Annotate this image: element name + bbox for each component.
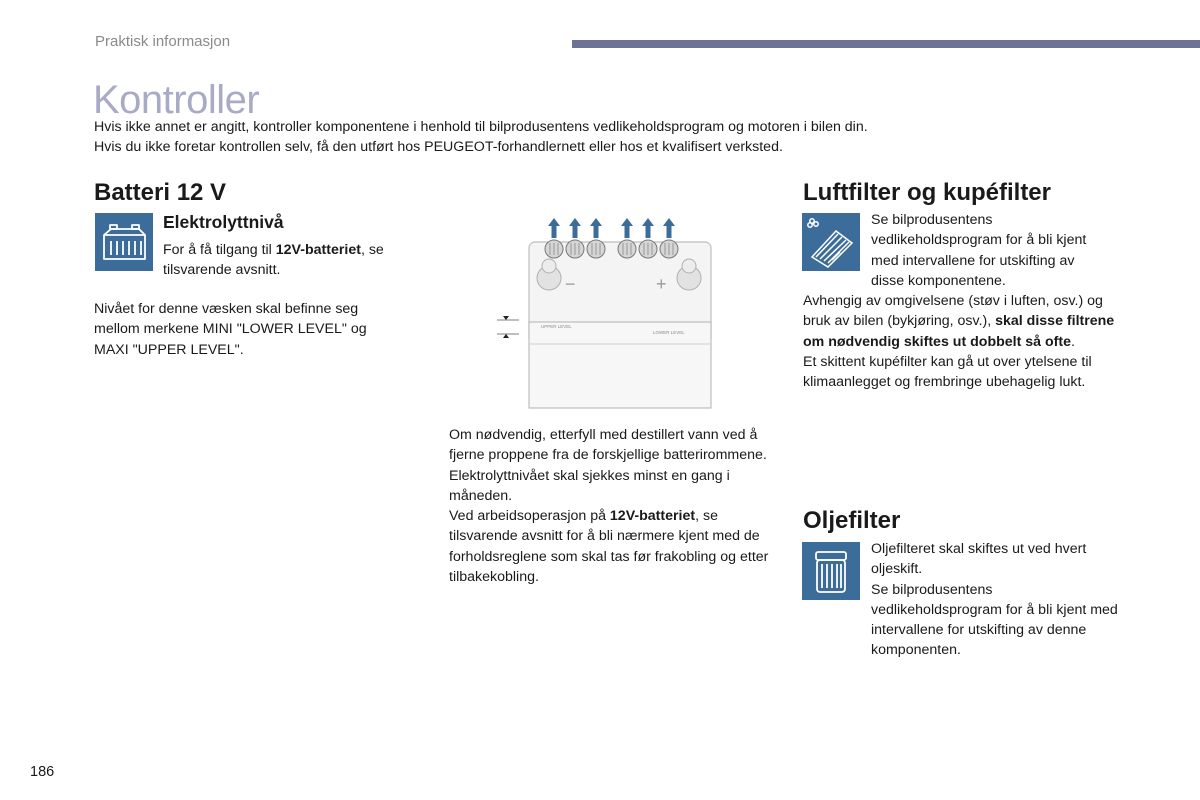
upper-level-label: UPPER LEVEL <box>541 324 572 329</box>
plus-sign: + <box>656 274 667 294</box>
intro-line-1: Hvis ikke annet er angitt, kontroller komponentene i henhold til bilprodusentens vedlikeholdsprogram og motoren i bilen din. <box>94 119 868 135</box>
battery-heading: Batteri 12 V <box>94 179 227 206</box>
air-filter-text-1: Se bilprodusentens vedlikeholdsprogram for å bli kjent med intervallene for utskifting av disse komponentene. <box>871 212 1087 289</box>
air-text2-post: . <box>1071 333 1075 350</box>
cabin-filter-icon <box>802 213 860 271</box>
cell-cap-6 <box>660 218 678 258</box>
cell-cap-1 <box>545 218 563 258</box>
refill-3-post: , se tilsvarende avsnitt for å bli nærmere kjent med de forholdsreglene som skal tas før frakobling og etter tilbakekobling. <box>449 508 769 586</box>
header-accent-bar <box>572 40 1200 48</box>
up-arrow-icon <box>621 218 633 238</box>
air-text2-bold: skal disse filtrene om nødvendig skiftes ut dobbelt så ofte <box>803 313 1115 350</box>
oil-filter-heading: Oljefilter <box>803 507 901 534</box>
air-text2-pre: Avhengig av omgivelsene (støv i luften, osv.) og bruk av bilen (bykjøring, osv.), <box>803 293 1103 330</box>
air-filter-heading: Luftfilter og kupéfilter <box>803 179 1051 206</box>
cell-cap-5 <box>639 218 657 258</box>
level-text: Nivået for denne væsken skal befinne seg mellom merkene MINI "LOWER LEVEL" og MAXI "UPPER LEVEL". <box>94 301 367 358</box>
up-arrow-icon <box>569 218 581 238</box>
cell-cap-2 <box>566 218 584 258</box>
oil-filter-text <box>871 539 1121 661</box>
oil-filter-icon <box>802 542 860 600</box>
battery-icon <box>95 213 153 271</box>
intro <box>94 117 994 157</box>
up-arrow-icon <box>642 218 654 238</box>
page-number: 186 <box>30 764 55 780</box>
battery-access-note <box>163 240 423 281</box>
minus-sign: − <box>565 274 576 294</box>
refill-2: Elektrolyttnivået skal sjekkes minst en gang i måneden. <box>449 467 730 504</box>
electrolyte-subheading: Elektrolyttnivå <box>163 212 284 232</box>
note-post: , se tilsvarende avsnitt. <box>163 242 384 279</box>
intro-line-2: Hvis du ikke foretar kontrollen selv, få den utført hos PEUGEOT-forhandlernett eller hos et kvalifisert verksted. <box>94 139 783 155</box>
cell-cap-4 <box>618 218 636 258</box>
note-pre: For å få tilgang til <box>163 242 276 258</box>
refill-3-pre: Ved arbeidsoperasjon på <box>449 508 610 525</box>
battery-diagram <box>493 212 723 412</box>
up-arrow-icon <box>548 218 560 238</box>
up-arrow-icon <box>663 218 675 238</box>
air-filter-text-2 <box>803 291 1133 392</box>
refill-1: Om nødvendig, etterfyll med destillert vann ved å fjerne proppene fra de forskjellige batterirommene. <box>449 427 767 464</box>
lower-level-label: LOWER LEVEL <box>653 330 685 335</box>
page-title: Kontroller <box>93 78 260 122</box>
oil-filter-text-1: Oljefilteret skal skiftes ut ved hvert oljeskift. <box>871 541 1087 578</box>
oil-filter-text-2: Se bilprodusentens vedlikeholdsprogram for å bli kjent med intervallene for utskifting av denne komponenten. <box>871 581 1118 659</box>
refill-3-bold: 12V-batteriet <box>609 508 696 525</box>
air-filter-text-3: Et skittent kupéfilter kan gå ut over ytelsene til klimaanlegget og frembringe ubehagelig lukt. <box>803 353 1092 391</box>
up-arrow-icon <box>590 218 602 238</box>
refill-text <box>449 425 769 587</box>
section-label: Praktisk informasjon <box>95 33 231 50</box>
cell-cap-3 <box>587 218 605 258</box>
note-bold: 12V-batteriet <box>275 242 361 258</box>
